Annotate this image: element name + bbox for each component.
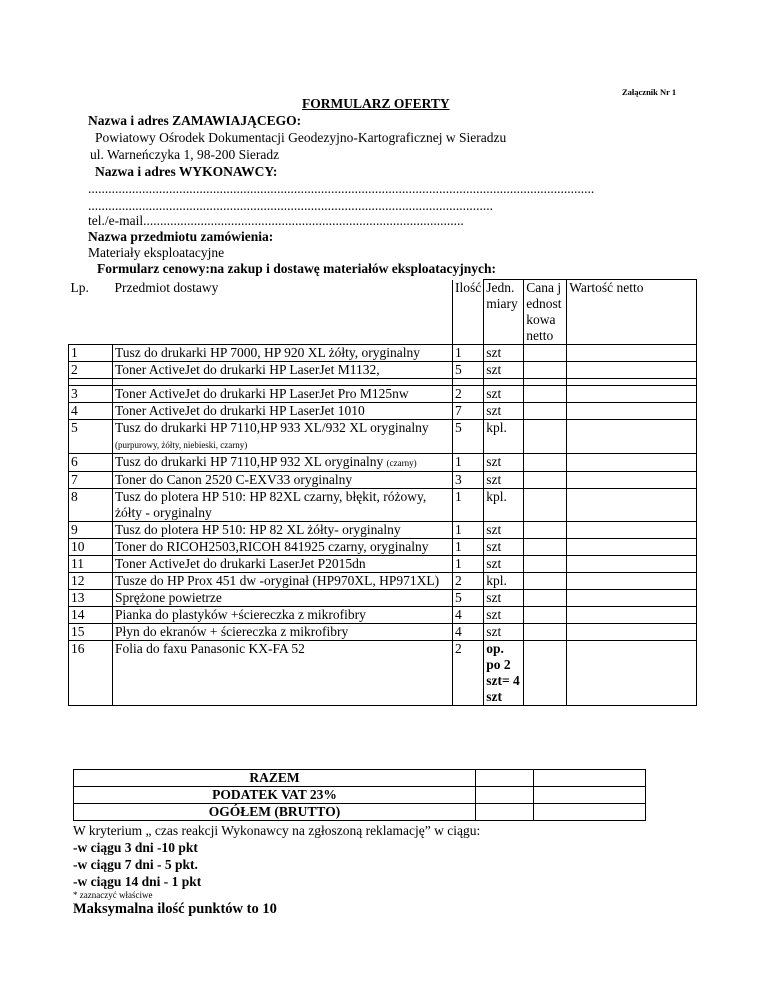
- row-lp: 11: [69, 556, 113, 573]
- row-qty: 1: [453, 454, 484, 472]
- summary-total-label: RAZEM: [74, 770, 476, 787]
- row-net-value[interactable]: [567, 454, 697, 472]
- row-net-value[interactable]: [567, 489, 697, 522]
- row-net-value[interactable]: [567, 472, 697, 489]
- header-lp: Lp.: [70, 279, 89, 295]
- row-item-text: Sprężone powietrze: [115, 590, 222, 605]
- row-lp: 1: [69, 345, 113, 362]
- row-qty: 4: [453, 607, 484, 624]
- row-qty: 4: [453, 624, 484, 641]
- contact-line: tel./e-mail...............................................................................................: [88, 213, 464, 228]
- row-item: [113, 345, 453, 362]
- row-lp: 16: [69, 641, 113, 706]
- row-net-value[interactable]: [567, 403, 697, 420]
- mark-note: * zaznaczyć właściwe: [73, 890, 153, 900]
- row-unit-price[interactable]: [524, 420, 567, 454]
- row-unit-price[interactable]: [524, 472, 567, 489]
- row-lp: 4: [69, 403, 113, 420]
- row-unit-price[interactable]: [524, 573, 567, 590]
- row-net-value[interactable]: [567, 522, 697, 539]
- criterion-intro: W kryterium „ czas reakcji Wykonawcy na zgłoszoną reklamację” w ciągu:: [73, 823, 481, 838]
- row-net-value[interactable]: [567, 641, 697, 706]
- row-unit: szt: [484, 522, 524, 539]
- row-unit: szt: [484, 472, 524, 489]
- row-lp: 6: [69, 454, 113, 472]
- summary-gross-empty[interactable]: [476, 804, 534, 821]
- criterion-option-1[interactable]: -w ciągu 3 dni -10 pkt: [73, 840, 198, 855]
- row-unit: szt: [484, 624, 524, 641]
- row-unit: szt: [484, 607, 524, 624]
- subject-label: Nazwa przedmiotu zamówienia:: [88, 229, 274, 244]
- row-unit-price[interactable]: [524, 522, 567, 539]
- row-unit: szt: [484, 590, 524, 607]
- row-qty: 1: [453, 489, 484, 522]
- summary-vat-value[interactable]: [534, 787, 646, 804]
- contractor-label: Nazwa i adres WYKONAWCY:: [95, 164, 278, 179]
- header-unit: Jedn. miary: [484, 280, 524, 345]
- row-unit: szt: [484, 454, 524, 472]
- row-qty: 1: [453, 539, 484, 556]
- table-row: [69, 573, 697, 590]
- table-row: [69, 522, 697, 539]
- table-header-row: [69, 280, 697, 345]
- document-title: FORMULARZ OFERTY: [302, 96, 450, 111]
- row-lp: 15: [69, 624, 113, 641]
- row-unit-price[interactable]: [524, 590, 567, 607]
- row-item-text: Płyn do ekranów + ściereczka z mikrofibry: [115, 624, 349, 639]
- row-item: [113, 641, 453, 706]
- summary-gross-value[interactable]: [534, 804, 646, 821]
- summary-row-vat: [74, 787, 646, 804]
- ordering-party-name: Powiatowy Ośrodek Dokumentacji Geodezyjno-Kartograficznej w Sieradzu: [95, 130, 507, 145]
- row-lp: 10: [69, 539, 113, 556]
- table-row: [69, 489, 697, 522]
- row-item-text: Tusz do drukarki HP 7110,HP 933 XL/932 XL oryginalny: [115, 420, 429, 435]
- row-lp: 8: [69, 489, 113, 522]
- row-item-text: Pianka do plastyków +ściereczka z mikrofibry: [115, 607, 366, 622]
- row-qty: 5: [453, 590, 484, 607]
- row-item: [113, 522, 453, 539]
- row-item-note: (czarny): [386, 458, 417, 468]
- row-item-text: Toner ActiveJet do drukarki HP LaserJet 1010: [115, 403, 365, 418]
- table-row: [69, 472, 697, 489]
- row-unit: szt: [484, 556, 524, 573]
- row-lp: 12: [69, 573, 113, 590]
- row-net-value[interactable]: [567, 556, 697, 573]
- row-unit-price[interactable]: [524, 624, 567, 641]
- row-item: [113, 386, 453, 403]
- row-qty: 1: [453, 345, 484, 362]
- row-unit-price[interactable]: [524, 454, 567, 472]
- row-unit: kpl.: [484, 489, 524, 522]
- table-row: [69, 362, 697, 379]
- row-net-value[interactable]: [567, 345, 697, 362]
- row-unit: szt: [484, 345, 524, 362]
- row-item-text: Tusz do plotera HP 510: HP 82XL czarny, błękit, różowy, żółty - oryginalny: [115, 489, 427, 520]
- summary-vat-label: PODATEK VAT 23%: [74, 787, 476, 804]
- header-net-value: Wartość netto: [567, 280, 697, 345]
- table-gap-row: [69, 379, 697, 386]
- row-qty: 5: [453, 362, 484, 379]
- row-unit: szt: [484, 386, 524, 403]
- row-lp: 9: [69, 522, 113, 539]
- row-item-text: Toner do RICOH2503,RICOH 841925 czarny, oryginalny: [115, 539, 429, 554]
- row-lp: 13: [69, 590, 113, 607]
- row-item: [113, 489, 453, 522]
- row-item-text: Toner do Canon 2520 C-EXV33 oryginalny: [115, 472, 353, 487]
- gap-cell: [524, 379, 567, 386]
- table-row: [69, 590, 697, 607]
- row-item-text: Folia do faxu Panasonic KX-FA 52: [115, 641, 305, 656]
- header-qty: Ilość: [453, 280, 484, 345]
- row-unit: szt: [484, 362, 524, 379]
- row-qty: 1: [453, 522, 484, 539]
- header-item: Przedmiot dostawy: [114, 279, 219, 295]
- row-qty: 1: [453, 556, 484, 573]
- row-qty: 2: [453, 641, 484, 706]
- header-unit-price: Cana jednostkowa netto: [524, 280, 567, 345]
- row-unit-price[interactable]: [524, 489, 567, 522]
- table-row: [69, 539, 697, 556]
- row-unit: kpl.: [484, 420, 524, 454]
- row-net-value[interactable]: [567, 386, 697, 403]
- row-item-text: Tusz do plotera HP 510: HP 82 XL żółty- oryginalny: [115, 522, 401, 537]
- gap-cell: [113, 379, 453, 386]
- summary-total-value[interactable]: [534, 770, 646, 787]
- row-item: [113, 624, 453, 641]
- row-net-value[interactable]: [567, 573, 697, 590]
- row-item-text: Toner ActiveJet do drukarki LaserJet P2015dn: [115, 556, 366, 571]
- row-unit-price[interactable]: [524, 539, 567, 556]
- row-unit-price[interactable]: [524, 403, 567, 420]
- row-net-value[interactable]: [567, 539, 697, 556]
- row-lp: 2: [69, 362, 113, 379]
- row-qty: 7: [453, 403, 484, 420]
- row-item-text: Tusze do HP Prox 451 dw -oryginał (HP970XL, HP971XL): [115, 573, 440, 588]
- row-item: [113, 454, 453, 472]
- summary-row-total: [74, 770, 646, 787]
- table-row: [69, 454, 697, 472]
- gap-cell: [484, 379, 524, 386]
- summary-table: [73, 769, 646, 821]
- gap-cell: [453, 379, 484, 386]
- summary-vat-empty[interactable]: [476, 787, 534, 804]
- row-qty: 5: [453, 420, 484, 454]
- summary-total-empty[interactable]: [476, 770, 534, 787]
- row-item: [113, 539, 453, 556]
- row-qty: 3: [453, 472, 484, 489]
- row-unit-price[interactable]: [524, 641, 567, 706]
- table-row: [69, 345, 697, 362]
- row-item-note: (purpurowy, żółty, niebieski, czarny): [115, 440, 248, 450]
- row-net-value[interactable]: [567, 624, 697, 641]
- row-unit-price[interactable]: [524, 556, 567, 573]
- row-item: [113, 472, 453, 489]
- gap-cell: [567, 379, 697, 386]
- ordering-party-address: ul. Warneńczyka 1, 98-200 Sieradz: [90, 147, 280, 162]
- criterion-option-2[interactable]: -w ciągu 7 dni - 5 pkt.: [73, 857, 198, 872]
- row-unit-price[interactable]: [524, 386, 567, 403]
- row-net-value[interactable]: [567, 607, 697, 624]
- row-item: [113, 607, 453, 624]
- row-unit: szt: [484, 403, 524, 420]
- row-qty: 2: [453, 573, 484, 590]
- row-unit-price[interactable]: [524, 345, 567, 362]
- row-item: [113, 573, 453, 590]
- table-row: [69, 556, 697, 573]
- row-item: [113, 590, 453, 607]
- row-item: [113, 556, 453, 573]
- row-item-text: Tusz do drukarki HP 7000, HP 920 XL żółty, oryginalny: [115, 345, 420, 360]
- row-item: [113, 403, 453, 420]
- row-lp: 5: [69, 420, 113, 454]
- row-lp: 3: [69, 386, 113, 403]
- subject-value: Materiały eksploatacyjne: [88, 245, 225, 260]
- row-lp: 7: [69, 472, 113, 489]
- gap-cell: [69, 379, 113, 386]
- row-net-value[interactable]: [567, 590, 697, 607]
- table-row: [69, 420, 697, 454]
- table-row: [69, 386, 697, 403]
- row-net-value[interactable]: [567, 420, 697, 454]
- table-row: [69, 403, 697, 420]
- row-item-text: Tusz do drukarki HP 7110,HP 932 XL oryginalny: [115, 454, 384, 469]
- table-row: [69, 641, 697, 706]
- criterion-option-3[interactable]: -w ciągu 14 dni - 1 pkt: [73, 874, 202, 889]
- summary-gross-label: OGÓŁEM (BRUTTO): [74, 804, 476, 821]
- table-row: [69, 624, 697, 641]
- row-unit: szt: [484, 539, 524, 556]
- row-lp: 14: [69, 607, 113, 624]
- summary-row-gross: [74, 804, 646, 821]
- attachment-label: Załącznik Nr 1: [622, 87, 677, 97]
- row-unit: kpl.: [484, 573, 524, 590]
- price-form-title: Formularz cenowy:na zakup i dostawę materiałów eksploatacyjnych:: [97, 261, 496, 276]
- row-unit-price[interactable]: [524, 607, 567, 624]
- contractor-dots-1: ......................................................................................................................................................: [88, 181, 595, 196]
- row-qty: 2: [453, 386, 484, 403]
- row-item: [113, 362, 453, 379]
- max-points: Maksymalna ilość punktów to 10: [73, 901, 277, 917]
- price-table: [68, 279, 697, 706]
- table-row: [69, 607, 697, 624]
- row-item-text: Toner ActiveJet do drukarki HP LaserJet Pro M125nw: [115, 386, 409, 401]
- ordering-party-label: Nazwa i adres ZAMAWIAJĄCEGO:: [88, 113, 302, 128]
- row-item: [113, 420, 453, 454]
- row-net-value[interactable]: [567, 362, 697, 379]
- contractor-dots-2: ........................................................................................................................: [88, 198, 493, 213]
- row-unit-price[interactable]: [524, 362, 567, 379]
- row-item-text: Toner ActiveJet do drukarki HP LaserJet M1132,: [115, 362, 380, 377]
- row-unit: op. po 2 szt= 4 szt: [484, 641, 524, 706]
